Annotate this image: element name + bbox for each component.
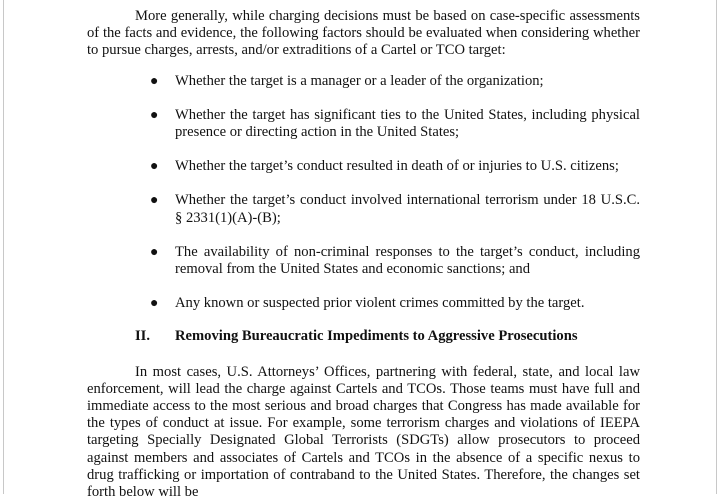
list-item	[87, 107, 640, 141]
list-item-text: The availability of non-criminal responses to the target’s conduct, including removal from the United States and economic sanctions; and	[175, 243, 640, 278]
document-page	[3, 0, 717, 501]
list-item	[87, 295, 640, 312]
bullet-icon: ●	[150, 296, 159, 312]
list-item	[87, 244, 640, 278]
list-item-text: Whether the target is a manager or a leader of the organization;	[175, 72, 544, 89]
section-heading	[135, 328, 640, 345]
list-item	[87, 192, 640, 226]
list-item-text: Whether the target has significant ties to the United States, including physical presence or directing action in the United States;	[175, 106, 640, 141]
bullet-icon: ●	[150, 73, 159, 89]
factor-list	[87, 73, 640, 313]
bullet-icon: ●	[150, 159, 159, 175]
list-item-text: Any known or suspected prior violent crimes committed by the target.	[175, 295, 585, 312]
document-body	[87, 8, 640, 501]
list-item-text: Whether the target’s conduct involved international terrorism under 18 U.S.C. § 2331(1)(A)-(B);	[175, 192, 640, 226]
list-item-text: Whether the target’s conduct resulted in death of or injuries to U.S. citizens;	[175, 158, 619, 175]
intro-paragraph: More generally, while charging decisions must be based on case-specific assessments of the facts and evidence, the following factors should be evaluated when considering whether to pursue charges, arrests, and/or extraditions of a Cartel or TCO target:	[87, 8, 640, 59]
bullet-icon: ●	[150, 244, 159, 260]
bullet-icon: ●	[150, 193, 159, 209]
section-number: II.	[135, 328, 151, 345]
section-title: Removing Bureaucratic Impediments to Aggressive Prosecutions	[175, 328, 578, 345]
bullet-icon: ●	[150, 107, 159, 123]
list-item	[87, 73, 640, 90]
list-item	[87, 158, 640, 175]
section-paragraph: In most cases, U.S. Attorneys’ Offices, partnering with federal, state, and local law enforcement, will lead the charge against Cartels and TCOs. Those teams must have full and immediate access to the most serious and broad charges that Congress has made available for the types of conduct at issue. For example, some terrorism charges and violations of IEEPA targeting Specially Designated Global Terrorists (SDGTs) allow prosecutors to proceed against members and associates of Cartels and TCOs in the absence of a specific nexus to drug trafficking or importation of contraband to the United States. Therefore, the changes set forth below will be	[87, 363, 640, 501]
